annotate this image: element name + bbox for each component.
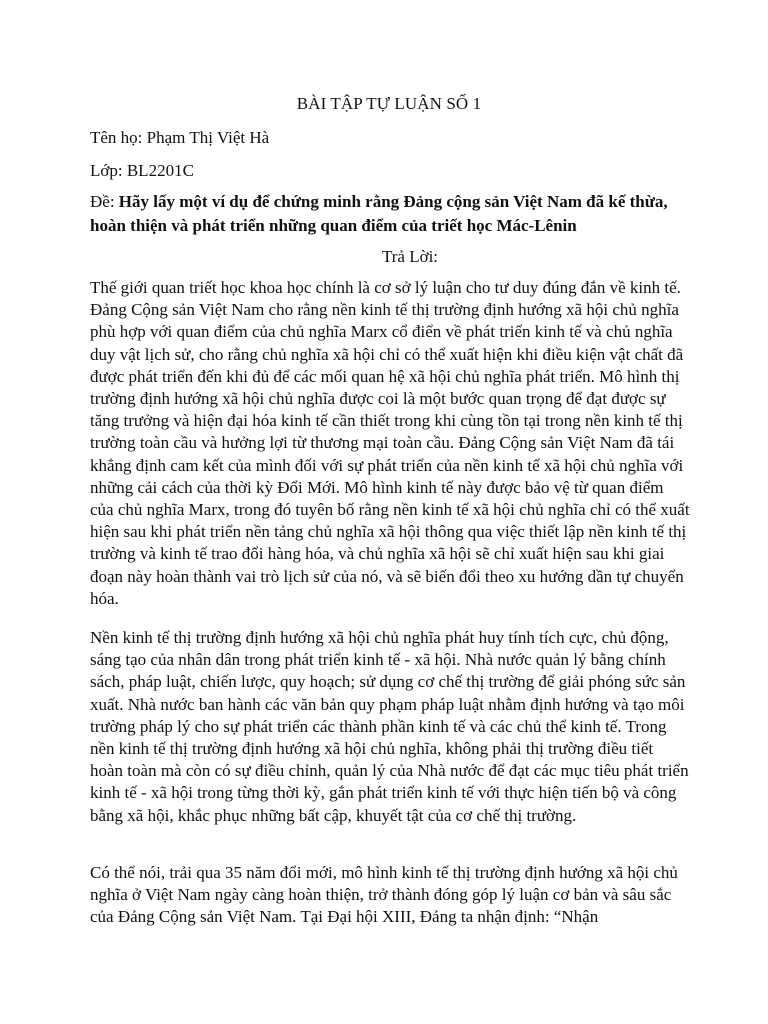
answer-heading-text: Trả Lời: <box>381 247 439 266</box>
body-paragraph-3: Có thể nói, trải qua 35 năm đổi mới, mô hình kinh tế thị trường định hướng xã hội chủ nghĩa ở Việt Nam ngày càng hoàn thiện, trở thành đóng góp lý luận cơ bản và sâu sắc của Đảng Cộng sản Việt Nam. Tại Đại hội XIII, Đảng ta nhận định: “Nhận <box>90 863 678 927</box>
body-paragraph-2: Nền kinh tế thị trường định hướng xã hội chủ nghĩa phát huy tính tích cực, chủ động, sáng tạo của nhân dân trong phát triển kinh tế - xã hội. Nhà nước quản lý bằng chính sách, pháp luật, chiến lược, quy hoạch; sử dụng cơ chế thị trường để giải phóng sức sản xuất. Nhà nước ban hành các văn bản quy phạm pháp luật nhằm định hướng và tạo môi trường pháp lý cho sự phát triển các thành phần kinh tế và các chủ thể kinh tế. Trong nền kinh tế thị trường định hướng xã hội chủ nghĩa, không phải thị trường điều tiết hoàn toàn mà còn có sự điều chỉnh, quản lý của Nhà nước để đạt các mục tiêu phát triển kinh tế - xã hội trong từng thời kỳ, gắn phát triển kinh tế với thực hiện tiến bộ và công bằng xã hội, khắc phục những bất cập, khuyết tật của cơ chế thị trường. <box>90 628 689 825</box>
document-title <box>0 93 768 115</box>
class-line: Lớp: BL2201C <box>90 161 194 180</box>
question-block <box>90 190 690 238</box>
question-text: Hãy lấy một ví dụ để chứng minh rằng Đảng cộng sản Việt Nam đã kế thừa, hoàn thiện và phát triển những quan điểm của triết học Mác-Lênin <box>90 192 668 235</box>
answer-heading <box>90 246 680 268</box>
question-label: Đề: <box>90 192 119 211</box>
document-title-text: BÀI TẬP TỰ LUẬN SỐ 1 <box>296 94 482 113</box>
student-name-line: Tên họ: Phạm Thị Việt Hà <box>90 128 270 147</box>
body-paragraph-1: Thế giới quan triết học khoa học chính là cơ sở lý luận cho tư duy đúng đắn về kinh tế. Đảng Cộng sản Việt Nam cho rằng nền kinh tế thị trường định hướng xã hội chủ nghĩa phù hợp với quan điểm của chủ nghĩa Marx cổ điển về phát triển kinh tế và chủ nghĩa duy vật lịch sử, cho rằng chủ nghĩa xã hội chỉ có thể xuất hiện khi điều kiện vật chất đã được phát triển đến khi đủ để các mối quan hệ xã hội chủ nghĩa phát triển. Mô hình thị trường định hướng xã hội chủ nghĩa được coi là một bước quan trọng để đạt được sự tăng trưởng và hiện đại hóa kinh tế cần thiết trong khi cùng tồn tại trong nền kinh tế thị trường toàn cầu và hưởng lợi từ thương mại toàn cầu. Đảng Cộng sản Việt Nam đã tái khẳng định cam kết của mình đối với sự phát triển của nền kinh tế xã hội chủ nghĩa với những cải cách của thời kỳ Đổi Mới. Mô hình kinh tế này được bảo vệ từ quan điểm của chủ nghĩa Marx, trong đó tuyên bố rằng nền kinh tế xã hội chủ nghĩa chỉ có thể xuất hiện sau khi phát triển nền tảng chủ nghĩa xã hội thông qua việc thiết lập nền kinh tế thị trường và kinh tế trao đổi hàng hóa, và chủ nghĩa xã hội sẽ chỉ xuất hiện sau khi giai đoạn này hoàn thành vai trò lịch sử của nó, và sẽ biến đổi theo xu hướng dần tự chuyển hóa. <box>90 278 690 608</box>
